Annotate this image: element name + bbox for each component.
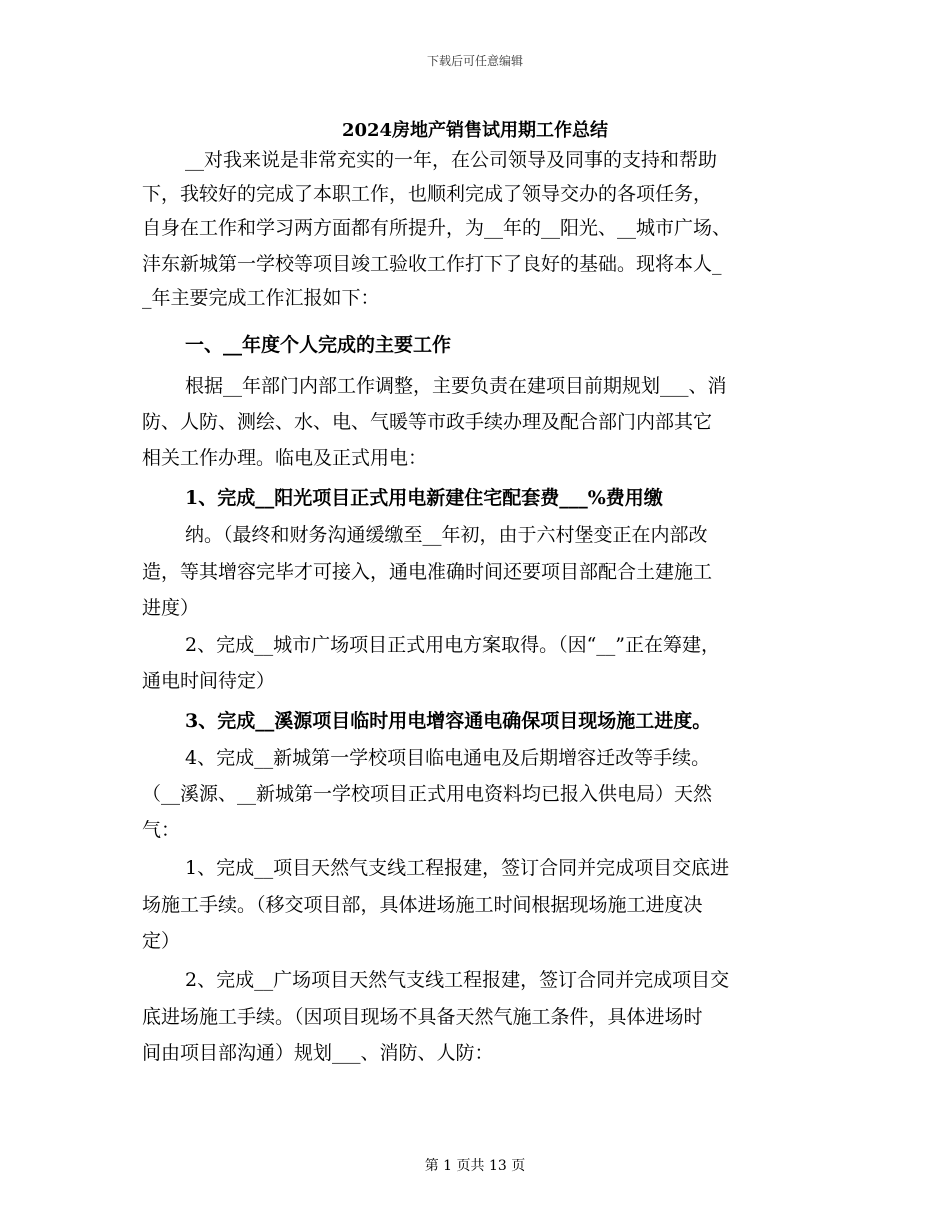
paragraph-line: 根据__年部门内部工作调整，主要负责在建项目前期规划___、消 [185, 375, 727, 397]
paragraph-line: 通电时间待定） [142, 670, 276, 692]
paragraph-line: 造，等其增容完毕才可接入，通电准确时间还要项目部配合土建施工 [142, 561, 713, 583]
paragraph-line: 2、完成__城市广场项目正式用电方案取得。（因“__”正在筹建， [185, 634, 721, 656]
page-number: 第 1 页共 13 页 [424, 1158, 526, 1174]
list-item-heading: 3、完成__溪源项目临时用电增容通电确保项目现场施工进度。 [185, 710, 712, 732]
paragraph-line: __对我来说是非常充实的一年，在公司领导及同事的支持和帮助 [185, 149, 718, 171]
paragraph-line: 下，我较好的完成了本职工作，也顺利完成了领导交办的各项任务， [142, 183, 713, 205]
paragraph-line: 防、人防、测绘、水、电、气暖等市政手续办理及配合部门内部其它 [142, 411, 713, 433]
paragraph-line: 2、完成__广场项目天然气支线工程报建，签订合同并完成项目交 [185, 969, 730, 991]
paragraph-line: 4、完成__新城第一学校项目临电通电及后期增容迁改等手续。 [185, 747, 711, 769]
paragraph-line: 沣东新城第一学校等项目竣工验收工作打下了良好的基础。现将本人_ [142, 253, 722, 275]
paragraph-line: 气： [142, 819, 181, 841]
paragraph-line: 底进场施工手续。（因项目现场不具备天然气施工条件，具体进场时 [142, 1006, 703, 1028]
paragraph-line: 自身在工作和学习两方面都有所提升，为__年的__阳光、__城市广场、 [142, 217, 732, 239]
paragraph-line: _年主要完成工作汇报如下： [142, 287, 380, 309]
paragraph-line: 场施工手续。（移交项目部，具体进场施工时间根据现场施工进度决 [142, 894, 703, 916]
paragraph-line: 定） [142, 930, 181, 952]
paragraph-line: 间由项目部沟通）规划___、消防、人防： [142, 1042, 494, 1064]
section-heading: 一、__年度个人完成的主要工作 [185, 334, 452, 356]
paragraph-line: 纳。（最终和财务沟通缓缴至__年初，由于六村堡变正在内部改 [185, 524, 708, 546]
paragraph-line: 进度） [142, 597, 200, 619]
paragraph-line: 相关工作办理。临电及正式用电： [142, 447, 428, 469]
paragraph-line: （__溪源、__新城第一学校项目正式用电资料均已报入供电局）天然 [142, 783, 713, 805]
paragraph-line: 1、完成__项目天然气支线工程报建，签订合同并完成项目交底进 [185, 857, 730, 879]
page-header-note: 下载后可任意编辑 [426, 54, 523, 68]
document-title: 2024房地产销售试用期工作总结 [341, 120, 609, 141]
list-item-heading: 1、完成__阳光项目正式用电新建住宅配套费___%费用缴 [185, 487, 663, 509]
